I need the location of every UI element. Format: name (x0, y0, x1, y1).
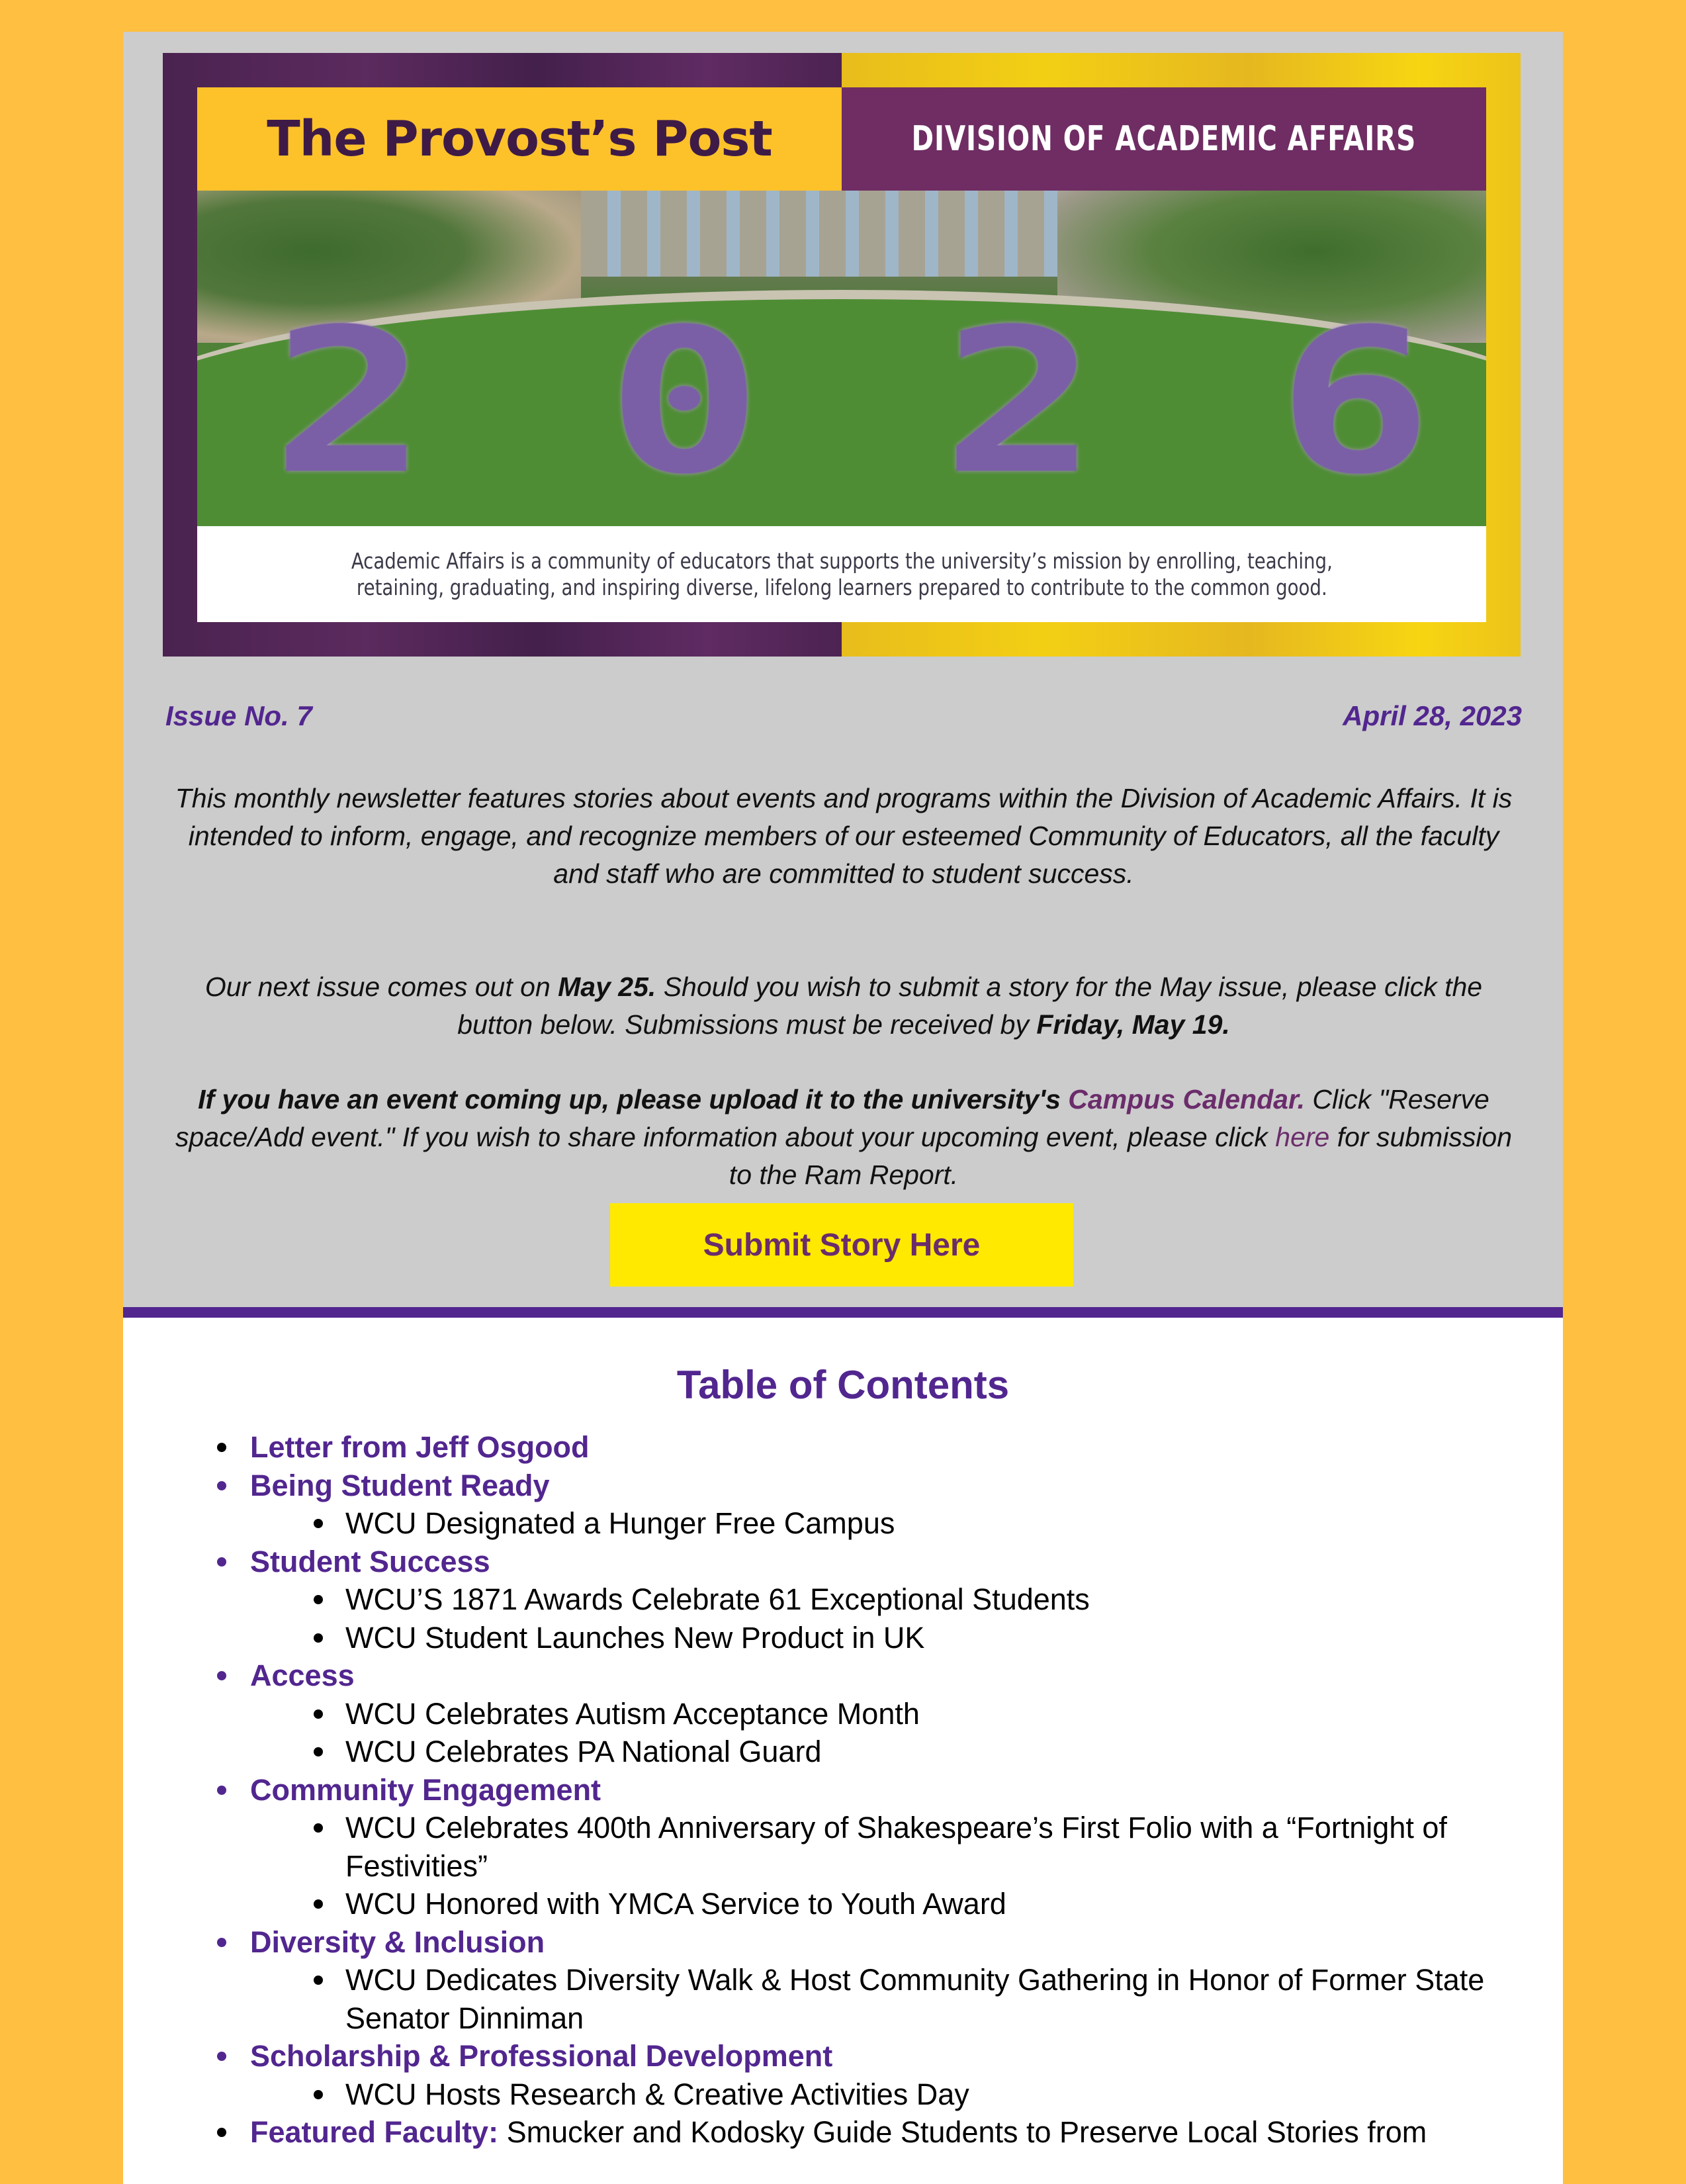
toc-section[interactable] (123, 1923, 1563, 1962)
bullet-icon (314, 1709, 323, 1719)
toc-section[interactable] (123, 1543, 1563, 1581)
toc-item[interactable] (123, 2075, 1563, 2114)
newsletter-title: The Provost’s Post (267, 111, 772, 167)
toc-item[interactable] (123, 1695, 1563, 1733)
photo-digit: 0 (607, 287, 763, 518)
next-issue-paragraph (165, 968, 1522, 1044)
bullet-icon (217, 2128, 226, 2137)
masthead-banner (163, 53, 1521, 657)
campus-calendar-link[interactable]: Campus Calendar. (1068, 1084, 1306, 1115)
events-instructions: Click "Reserve space/Add event." If you wish to share information about your upcoming event, please click (175, 1084, 1489, 1152)
toc-item[interactable] (123, 1733, 1563, 1771)
toc-section[interactable] (123, 2037, 1563, 2075)
toc-section-link[interactable]: Featured Faculty: (250, 2115, 499, 2149)
division-block (842, 87, 1486, 191)
toc-item-link[interactable]: WCU Designated a Hunger Free Campus (345, 1506, 895, 1540)
bullet-icon (217, 2052, 226, 2061)
next-issue-text: Our next issue comes out on (204, 972, 558, 1002)
toc-title: Table of Contents (676, 1363, 1010, 1407)
photo-year-formation (271, 287, 1433, 518)
bullet-icon (217, 1671, 226, 1680)
toc-section-link[interactable]: Scholarship & Professional Development (250, 2039, 833, 2073)
newsletter-title-block (197, 87, 842, 191)
bullet-icon (217, 1481, 226, 1490)
table-of-contents (123, 1428, 1563, 2152)
toc-section[interactable] (123, 1771, 1563, 1809)
toc-item-link[interactable]: WCU’S 1871 Awards Celebrate 61 Exceptional Students (345, 1582, 1090, 1616)
newsletter-card (123, 32, 1563, 2184)
toc-section[interactable] (123, 1428, 1563, 1467)
bullet-icon (314, 2090, 323, 2099)
toc-item-link[interactable]: WCU Student Launches New Product in UK (345, 1620, 925, 1655)
toc-item-link[interactable]: WCU Hosts Research & Creative Activities Day (345, 2077, 969, 2111)
mission-line-1: Academic Affairs is a community of educators that supports the university’s mission by enrolling, teaching, (351, 547, 1333, 574)
toc-section-link[interactable]: Community Engagement (250, 1772, 601, 1807)
mission-caption (197, 526, 1486, 622)
intro-text: This monthly newsletter features stories about events and programs within the Division of Academic Affairs. It is intended to inform, engage, and recognize members of our esteemed Community of Educators, all the faculty and staff who are committed to student success. (175, 783, 1513, 889)
toc-section-link[interactable]: Letter from Jeff Osgood (250, 1430, 590, 1464)
bullet-icon (314, 1976, 323, 1985)
next-issue-date: May 25. (558, 972, 656, 1002)
bullet-icon (217, 1786, 226, 1795)
ram-report-link[interactable]: here (1275, 1122, 1330, 1152)
issue-number: Issue No. 7 (165, 700, 312, 731)
toc-item-link[interactable]: WCU Celebrates 400th Anniversary of Shakespeare’s First Folio with a “Fortnight of Festivities” (345, 1811, 1447, 1883)
bullet-icon (314, 1747, 323, 1756)
toc-section[interactable] (123, 2113, 1563, 2152)
toc-section-link[interactable]: Student Success (250, 1544, 490, 1578)
toc-section-link[interactable]: Being Student Ready (250, 1468, 550, 1502)
events-paragraph (165, 1081, 1522, 1194)
photo-building (581, 191, 1057, 277)
bullet-icon (314, 1595, 323, 1604)
submission-deadline: Friday, May 19. (1036, 1009, 1230, 1040)
toc-section[interactable] (123, 1657, 1563, 1695)
bullet-icon (314, 1633, 323, 1643)
photo-digit: 2 (271, 287, 427, 518)
toc-item-link[interactable]: WCU Celebrates PA National Guard (345, 1735, 822, 1768)
events-text: If you have an event coming up, please upload it to the university's (198, 1084, 1069, 1115)
section-divider (123, 1307, 1563, 1318)
toc-item[interactable] (123, 1619, 1563, 1657)
toc-item[interactable] (123, 1809, 1563, 1885)
submit-story-button[interactable]: Submit Story Here (610, 1203, 1073, 1287)
toc-item-link[interactable]: WCU Honored with YMCA Service to Youth Award (345, 1887, 1006, 1921)
division-name: DIVISION OF ACADEMIC AFFAIRS (911, 119, 1417, 159)
photo-digit: 6 (1277, 287, 1433, 518)
bullet-icon (314, 1519, 323, 1528)
featured-faculty-title[interactable]: Smucker and Kodosky Guide Students to Preserve Local Stories from (498, 2115, 1427, 2149)
bullet-icon (217, 1557, 226, 1567)
toc-section[interactable] (123, 1467, 1563, 1505)
ram-report-text: for submission to the Ram Report. (729, 1122, 1513, 1190)
toc-section-link[interactable]: Diversity & Inclusion (250, 1925, 545, 1959)
toc-section-link[interactable]: Access (250, 1659, 355, 1692)
bullet-icon (217, 1443, 226, 1452)
toc-item[interactable] (123, 1961, 1563, 2037)
bullet-icon (314, 1899, 323, 1909)
bullet-icon (314, 1823, 323, 1833)
toc-item-link[interactable]: WCU Celebrates Autism Acceptance Month (345, 1696, 920, 1731)
bullet-icon (217, 1938, 226, 1947)
header-section (123, 32, 1563, 1307)
issue-meta (165, 700, 1522, 732)
toc-item[interactable] (123, 1504, 1563, 1543)
mission-line-2: retaining, graduating, and inspiring diverse, lifelong learners prepared to contribute to the common good. (356, 574, 1327, 600)
toc-item[interactable] (123, 1885, 1563, 1923)
submission-text: Should you wish to submit a story for the May issue, please click the button below. Submissions must be received by (457, 972, 1483, 1040)
issue-date: April 28, 2023 (1343, 700, 1522, 731)
intro-paragraph (165, 780, 1522, 893)
toc-item[interactable] (123, 1580, 1563, 1619)
campus-photo (197, 191, 1486, 526)
photo-digit: 2 (942, 287, 1098, 518)
toc-item-link[interactable]: WCU Dedicates Diversity Walk & Host Community Gathering in Honor of Former State Senator Dinniman (345, 1963, 1485, 2035)
